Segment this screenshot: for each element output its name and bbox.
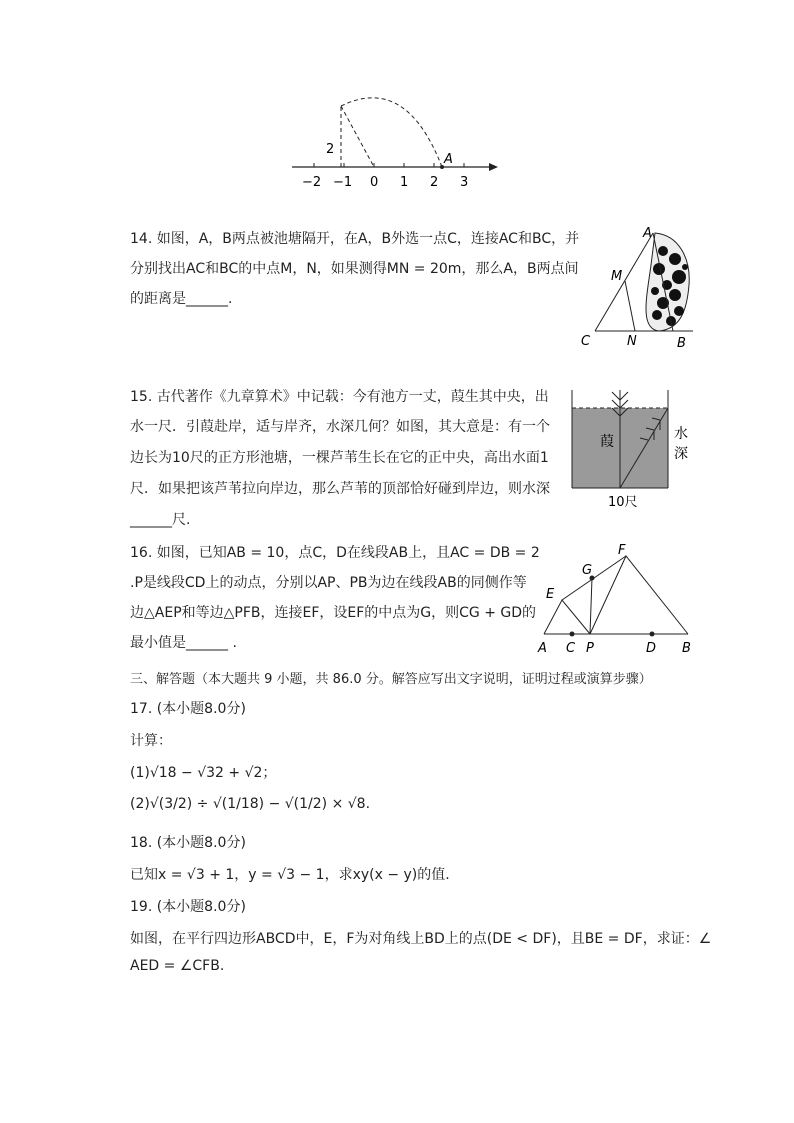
segment-gp bbox=[590, 578, 592, 634]
label-m: M bbox=[611, 269, 623, 284]
label-a: A bbox=[538, 641, 547, 656]
label-c: C bbox=[566, 641, 576, 656]
q14-line-2: 分别找出AC和BC的中点M，N，如果测得MN = 20m，那么A，B两点间 bbox=[130, 261, 579, 277]
tick-label: −1 bbox=[333, 175, 353, 190]
point-d bbox=[650, 632, 655, 637]
segment-mn bbox=[625, 281, 635, 331]
tick-label: 1 bbox=[400, 175, 409, 190]
q15-line-4: 尺．如果把该芦苇拉向岸边，那么芦苇的顶部恰好碰到岸边，则水深 bbox=[130, 481, 550, 497]
label-g: G bbox=[582, 563, 593, 578]
q15-line-5: ______尺. bbox=[130, 512, 191, 528]
q16-line-2: .P是线段CD上的动点，分别以AP、PB为边在线段AB的同侧作等 bbox=[130, 575, 527, 591]
tick-label: 3 bbox=[460, 175, 469, 190]
q15-line-2: 水一尺．引葭赴岸，适与岸齐，水深几何？如图，其大意是：有一个 bbox=[130, 419, 550, 435]
q18-text: 已知x = √3 + 1，y = √3 − 1，求xy(x − y)的值. bbox=[130, 867, 450, 883]
triangle-pfb bbox=[590, 556, 688, 634]
label-n: N bbox=[627, 334, 637, 349]
q18-header: 18. (本小题8.0分) bbox=[130, 835, 246, 851]
point-a-label: A bbox=[444, 152, 453, 167]
label-b: B bbox=[677, 336, 686, 350]
q14-pond-figure bbox=[575, 225, 705, 350]
hypotenuse-dashed bbox=[341, 106, 374, 167]
q17-header: 17. (本小题8.0分) bbox=[130, 701, 246, 717]
label-b: B bbox=[682, 641, 691, 656]
label-p: P bbox=[586, 641, 594, 656]
height-label: 2 bbox=[326, 142, 335, 157]
label-c: C bbox=[581, 334, 591, 349]
q19-line-1: 如图，在平行四边形ABCD中，E，F为对角线上BD上的点(DE < DF)，且BE = DF，求证：∠ bbox=[130, 931, 712, 947]
q19-line-2: AED = ∠CFB. bbox=[130, 958, 225, 974]
tick-label: 2 bbox=[430, 175, 439, 190]
q15-line-3: 边长为10尺的正方形池塘，一棵芦苇生长在它的正中央，高出水面1 bbox=[130, 450, 549, 466]
tick-label: −2 bbox=[302, 175, 322, 190]
point-c bbox=[570, 632, 575, 637]
tick-label: 0 bbox=[370, 175, 379, 190]
q16-line-3: 边△AEP和等边△PFB，连接EF，设EF的中点为G，则CG + GD的 bbox=[130, 605, 537, 621]
q16-triangle-figure bbox=[530, 542, 700, 658]
q17-part-2: (2)√(3/2) ÷ √(1/18) − √(1/2) × √8. bbox=[130, 796, 371, 812]
segment-ca bbox=[595, 233, 653, 331]
q15-line-1: 15. 古代著作《九章算术》中记载：今有池方一丈，葭生其中央，出 bbox=[130, 389, 549, 405]
axis-arrow bbox=[489, 163, 498, 171]
section-heading: 三、解答题（本大题共 9 小题，共 86.0 分。解答应写出文字说明，证明过程或演算步骤） bbox=[130, 672, 652, 687]
triangle-aep bbox=[544, 600, 590, 634]
depth-label-1: 水 bbox=[674, 426, 688, 442]
label-f: F bbox=[618, 543, 626, 558]
q16-line-1: 16. 如图，已知AB = 10，点C，D在线段AB上，且AC = DB = 2 bbox=[130, 545, 540, 561]
depth-label-2: 深 bbox=[674, 446, 688, 462]
width-label: 10尺 bbox=[608, 495, 638, 510]
q16-line-4: 最小值是______ . bbox=[130, 635, 237, 651]
label-d: D bbox=[646, 641, 657, 656]
label-a: A bbox=[643, 226, 652, 241]
arc-dashed bbox=[341, 98, 442, 167]
q17-part-1: (1)√18 − √32 + √2； bbox=[130, 765, 277, 781]
q17-intro: 计算： bbox=[130, 733, 172, 749]
q15-pond-figure bbox=[568, 386, 698, 512]
q14-line-1: 14. 如图，A，B两点被池塘隔开，在A，B外选一点C，连接AC和BC，并 bbox=[130, 231, 580, 247]
label-e: E bbox=[546, 587, 555, 602]
q14-line-3: 的距离是______. bbox=[130, 291, 233, 307]
q19-header: 19. (本小题8.0分) bbox=[130, 899, 246, 915]
number-line-figure bbox=[286, 90, 506, 190]
reed-label: 葭 bbox=[600, 434, 614, 450]
